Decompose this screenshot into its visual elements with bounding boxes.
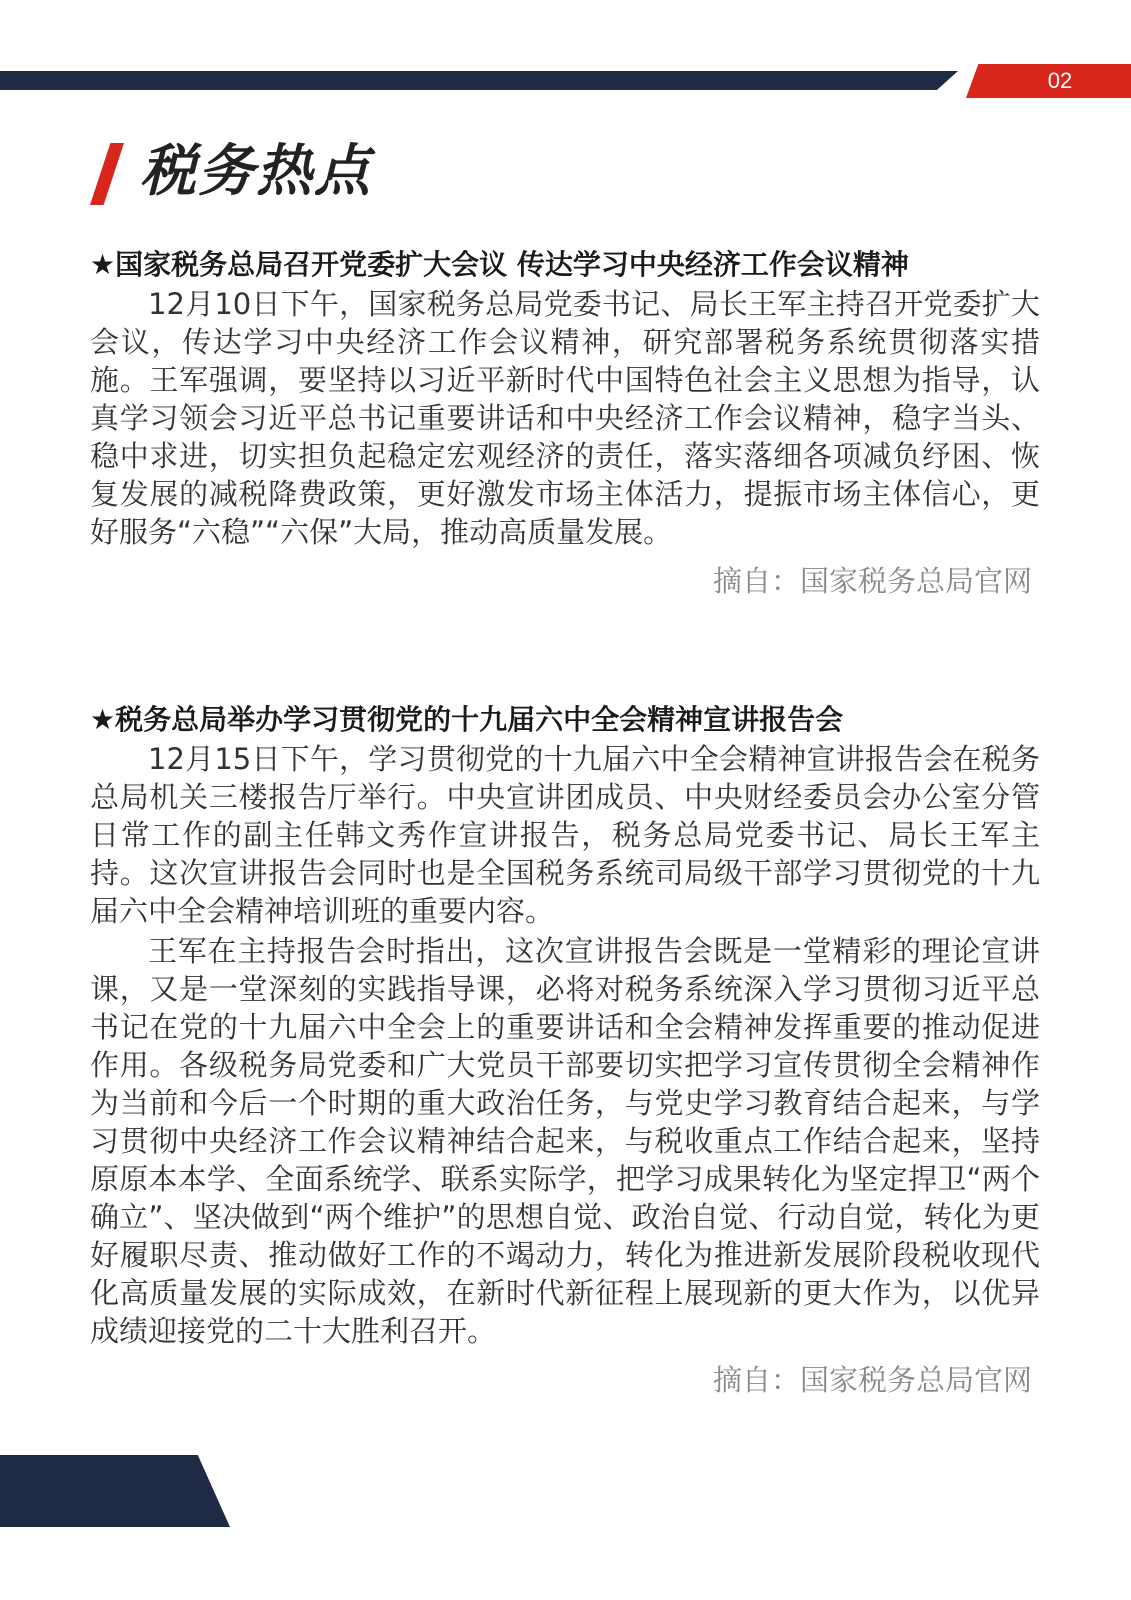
article-source: 摘自：国家税务总局官网 [712, 1363, 1032, 1397]
section-title: 税务热点 [140, 139, 372, 204]
article [90, 700, 1040, 1400]
article-paragraph: 王军在主持报告会时指出，这次宣讲报告会既是一堂精彩的理论宣讲课，又是一堂深刻的实践指导课，必将对税务系统深入学习贯彻习近平总书记在党的十九届六中全会上的重要讲话和全会精神发挥重要的推动促进作用。各级税务局党委和广大党员干部要切实把学习宣传贯彻全会精神作为当前和今后一个时期的重大政治任务，与党史学习教育结合起来，与学习贯彻中央经济工作会议精神结合起来，与税收重点工作结合起来，坚持原原本本学、全面系统学、联系实际学，把学习成果转化为坚定捍卫“两个确立”、坚决做到“两个维护”的思想自觉、政治自觉、行动自觉，转化为更好履职尽责、推动做好工作的不竭动力，转化为推进新发展阶段税收现代化高质量发展的实际成效，在新时代新征程上展现新的更大作为，以优异成绩迎接党的二十大胜利召开。 [90, 934, 1040, 1348]
article-source: 摘自：国家税务总局官网 [712, 564, 1032, 598]
article-headline: ★国家税务总局召开党委扩大会议 传达学习中央经济工作会议精神 [90, 248, 909, 281]
footer-navy-block [0, 1455, 230, 1527]
article [90, 245, 1040, 601]
article-paragraph: 12月10日下午，国家税务总局党委书记、局长王军主持召开党委扩大会议，传达学习中央经济工作会议精神，研究部署税务系统贯彻落实措施。王军强调，要坚持以习近平新时代中国特色社会主义思想为指导，认真学习领会习近平总书记重要讲话和中央经济工作会议精神，稳字当头、稳中求进，切实担负起稳定宏观经济的责任，落实落细各项减负纾困、恢复发展的减税降费政策，更好激发市场主体活力，提振市场主体信心，更好服务“六稳”“六保”大局，推动高质量发展。 [90, 287, 1040, 549]
article-paragraph: 12月15日下午，学习贯彻党的十九届六中全会精神宣讲报告会在税务总局机关三楼报告厅举行。中央宣讲团成员、中央财经委员会办公室分管日常工作的副主任韩文秀作宣讲报告，税务总局党委书记、局长王军主持。这次宣讲报告会同时也是全国税务系统司局级干部学习贯彻党的十九届六中全会精神培训班的重要内容。 [90, 742, 1040, 928]
article-headline: ★税务总局举办学习贯彻党的十九届六中全会精神宣讲报告会 [90, 703, 844, 736]
page-number: 02 [1047, 68, 1073, 93]
header-navy-bar [0, 71, 958, 90]
section-title-accent [90, 143, 124, 205]
